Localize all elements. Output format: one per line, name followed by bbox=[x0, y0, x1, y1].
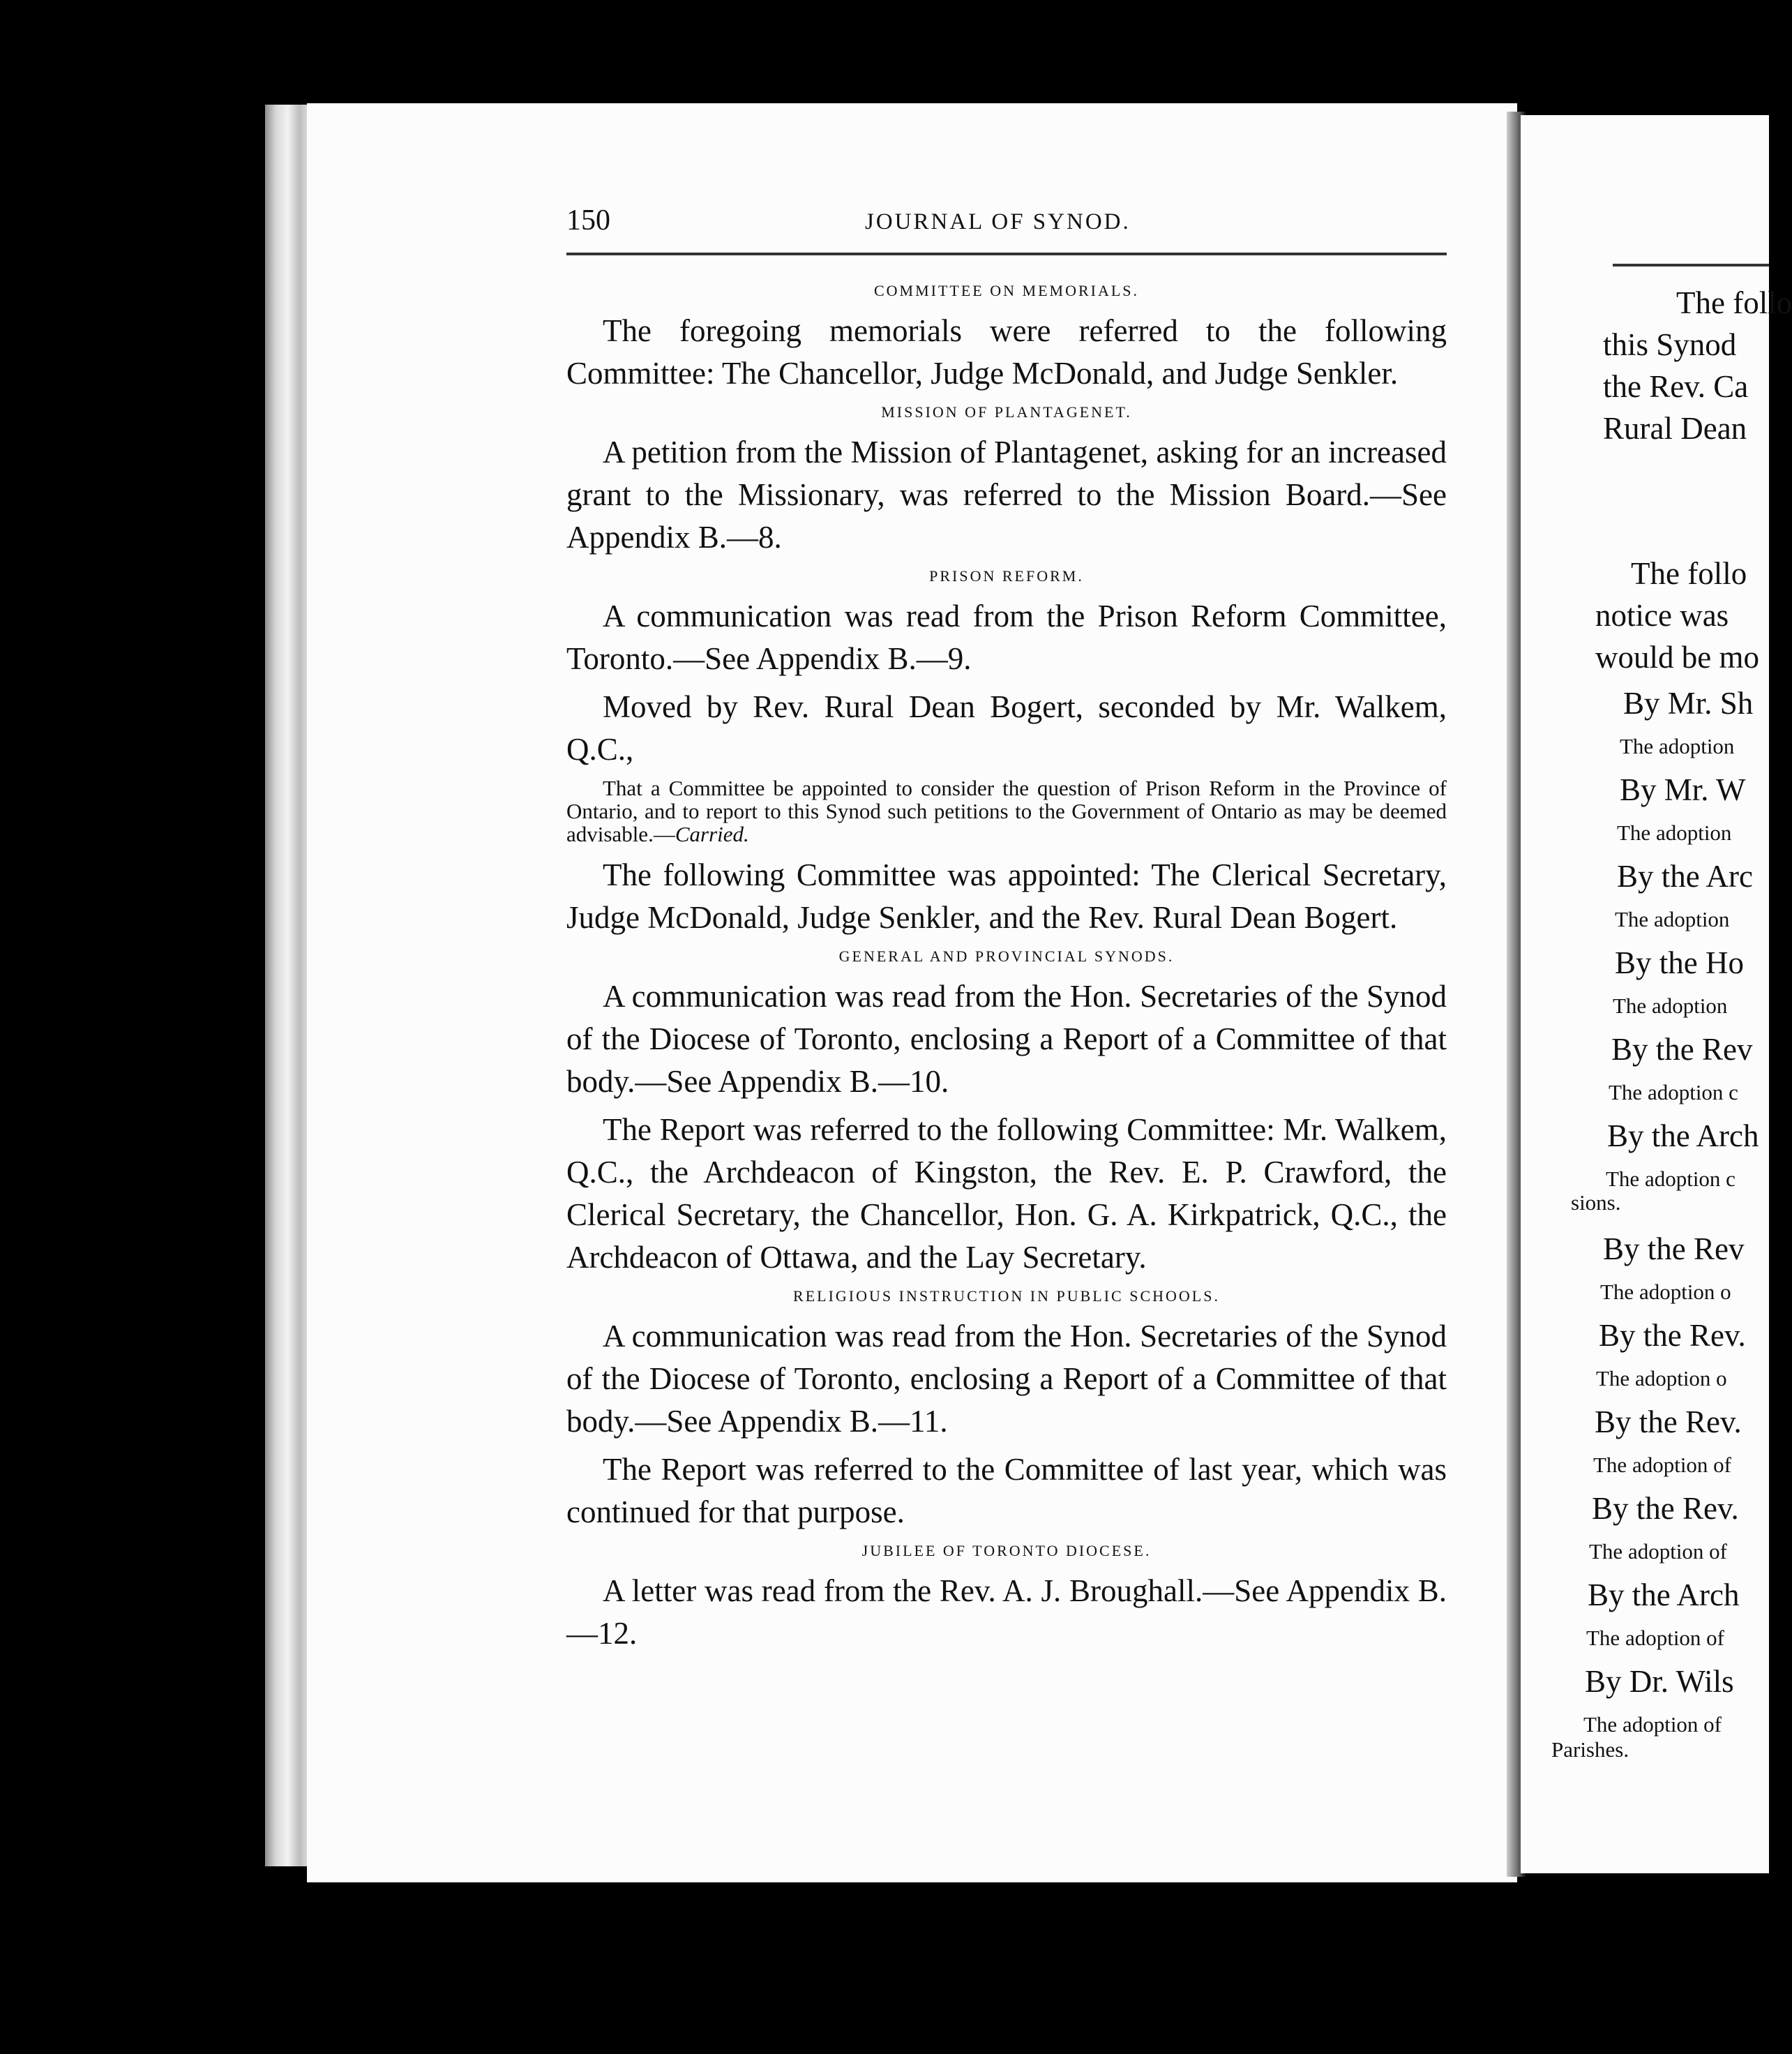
right-page-line: By the Rev bbox=[1611, 1032, 1753, 1067]
right-page-line: By the Ho bbox=[1615, 945, 1744, 980]
section-heading: COMMITTEE ON MEMORIALS. bbox=[873, 282, 1140, 299]
section-heading: JUBILEE OF TORONTO DIOCESE. bbox=[861, 1542, 1152, 1559]
right-page-line: this Synod bbox=[1603, 327, 1737, 362]
paragraph: The foregoing memorials were referred to the following Committee: The Chancellor, Judge McDonald, and Judge Senkler. bbox=[566, 313, 1447, 391]
right-page-line: The follo bbox=[1676, 285, 1792, 320]
section-heading: MISSION OF PLANTAGENET. bbox=[881, 403, 1132, 421]
right-page-line: The adoption bbox=[1613, 994, 1728, 1018]
right-page-line: The adoption bbox=[1617, 820, 1732, 845]
right-page-line: The follo bbox=[1631, 556, 1747, 591]
right-page-line: notice was bbox=[1595, 598, 1729, 633]
right-page-line: By the Arch bbox=[1607, 1118, 1759, 1153]
right-page-line: By the Arch bbox=[1588, 1577, 1740, 1612]
paragraph: The following Committee was appointed: The Clerical Secretary, Judge McDonald, Judge Senkler, and the Rev. Rural Dean Bogert. bbox=[566, 857, 1447, 935]
right-page-line: The adoption of bbox=[1583, 1712, 1722, 1737]
paragraph: A communication was read from the Hon. Secretaries of the Synod of the Diocese of Toronto, enclosing a Report of a Committee of that body.—See Appendix B.—10. bbox=[566, 979, 1447, 1099]
paragraph: Moved by Rev. Rural Dean Bogert, seconded by Mr. Walkem, Q.C., bbox=[566, 689, 1447, 767]
right-page-line: The adoption o bbox=[1596, 1366, 1727, 1390]
right-page-line: the Rev. Ca bbox=[1603, 369, 1749, 404]
paragraph: A petition from the Mission of Plantagenet, asking for an increased grant to the Missionary, was referred to the Mission Board.—See Appendix B.—8. bbox=[566, 435, 1447, 555]
right-page-line: By the Arc bbox=[1617, 859, 1753, 894]
right-page-line: The adoption c bbox=[1606, 1167, 1735, 1191]
paragraph: The Report was referred to the following Committee: Mr. Walkem, Q.C., the Archdeacon of Kingston, the Rev. E. P. Crawford, the Clerical Secretary, the Chancellor, Hon. G. A. Kirkpatrick, Q.C., the Archdeacon of Ottawa, and the Lay Secretary. bbox=[566, 1112, 1447, 1275]
right-page-line: sions. bbox=[1571, 1190, 1621, 1215]
right-page-line: The adoption of bbox=[1589, 1539, 1728, 1564]
right-page-line: The adoption bbox=[1620, 734, 1735, 758]
right-page-line: By Mr. W bbox=[1620, 772, 1746, 807]
right-page-line: The adoption of bbox=[1593, 1453, 1732, 1477]
right-page-line: Rural Dean bbox=[1603, 411, 1747, 446]
section-heading: PRISON REFORM. bbox=[929, 567, 1084, 585]
section-heading: RELIGIOUS INSTRUCTION IN PUBLIC SCHOOLS. bbox=[793, 1287, 1220, 1305]
right-page-line: By the Rev. bbox=[1595, 1404, 1742, 1439]
right-page-line: The adoption bbox=[1615, 907, 1730, 931]
right-page-line: Parishes. bbox=[1551, 1737, 1629, 1762]
motion-body: That a Committee be appointed to consider the question of Prison Reform in the Province of Ontario, and to report to this Synod such petitions to the Government of Ontario as may be deemed advisable.— bbox=[566, 776, 1447, 846]
paragraph: A communication was read from the Prison Reform Committee, Toronto.—See Appendix B.—9. bbox=[566, 599, 1447, 676]
right-page-line: By the Rev bbox=[1603, 1231, 1745, 1266]
right-page-line: The adoption of bbox=[1586, 1626, 1725, 1650]
page-number: 150 bbox=[566, 204, 610, 237]
right-page-line: By Mr. Sh bbox=[1623, 686, 1754, 721]
right-page-line: By the Rev. bbox=[1592, 1491, 1739, 1526]
right-page-line: The adoption c bbox=[1609, 1080, 1738, 1104]
motion-text bbox=[566, 777, 1447, 846]
header-rule bbox=[566, 253, 1447, 255]
paragraph: A letter was read from the Rev. A. J. Broughall.—See Appendix B.—12. bbox=[566, 1573, 1447, 1651]
paragraph: A communication was read from the Hon. Secretaries of the Synod of the Diocese of Toronto, enclosing a Report of a Committee of that body.—See Appendix B.—11. bbox=[566, 1319, 1447, 1439]
section-heading: GENERAL AND PROVINCIAL SYNODS. bbox=[838, 947, 1175, 965]
text-column bbox=[566, 273, 1447, 1661]
paragraph: The Report was referred to the Committee of last year, which was continued for that purpose. bbox=[566, 1452, 1447, 1529]
right-page-line: By the Rev. bbox=[1599, 1318, 1746, 1353]
right-page-line: The adoption o bbox=[1600, 1280, 1731, 1304]
right-page-line: would be mo bbox=[1595, 640, 1759, 675]
running-title: JOURNAL OF SYNOD. bbox=[865, 209, 1131, 234]
right-header-rule bbox=[1613, 264, 1769, 267]
motion-result: Carried. bbox=[675, 822, 749, 846]
right-page-line: By Dr. Wils bbox=[1585, 1664, 1734, 1699]
